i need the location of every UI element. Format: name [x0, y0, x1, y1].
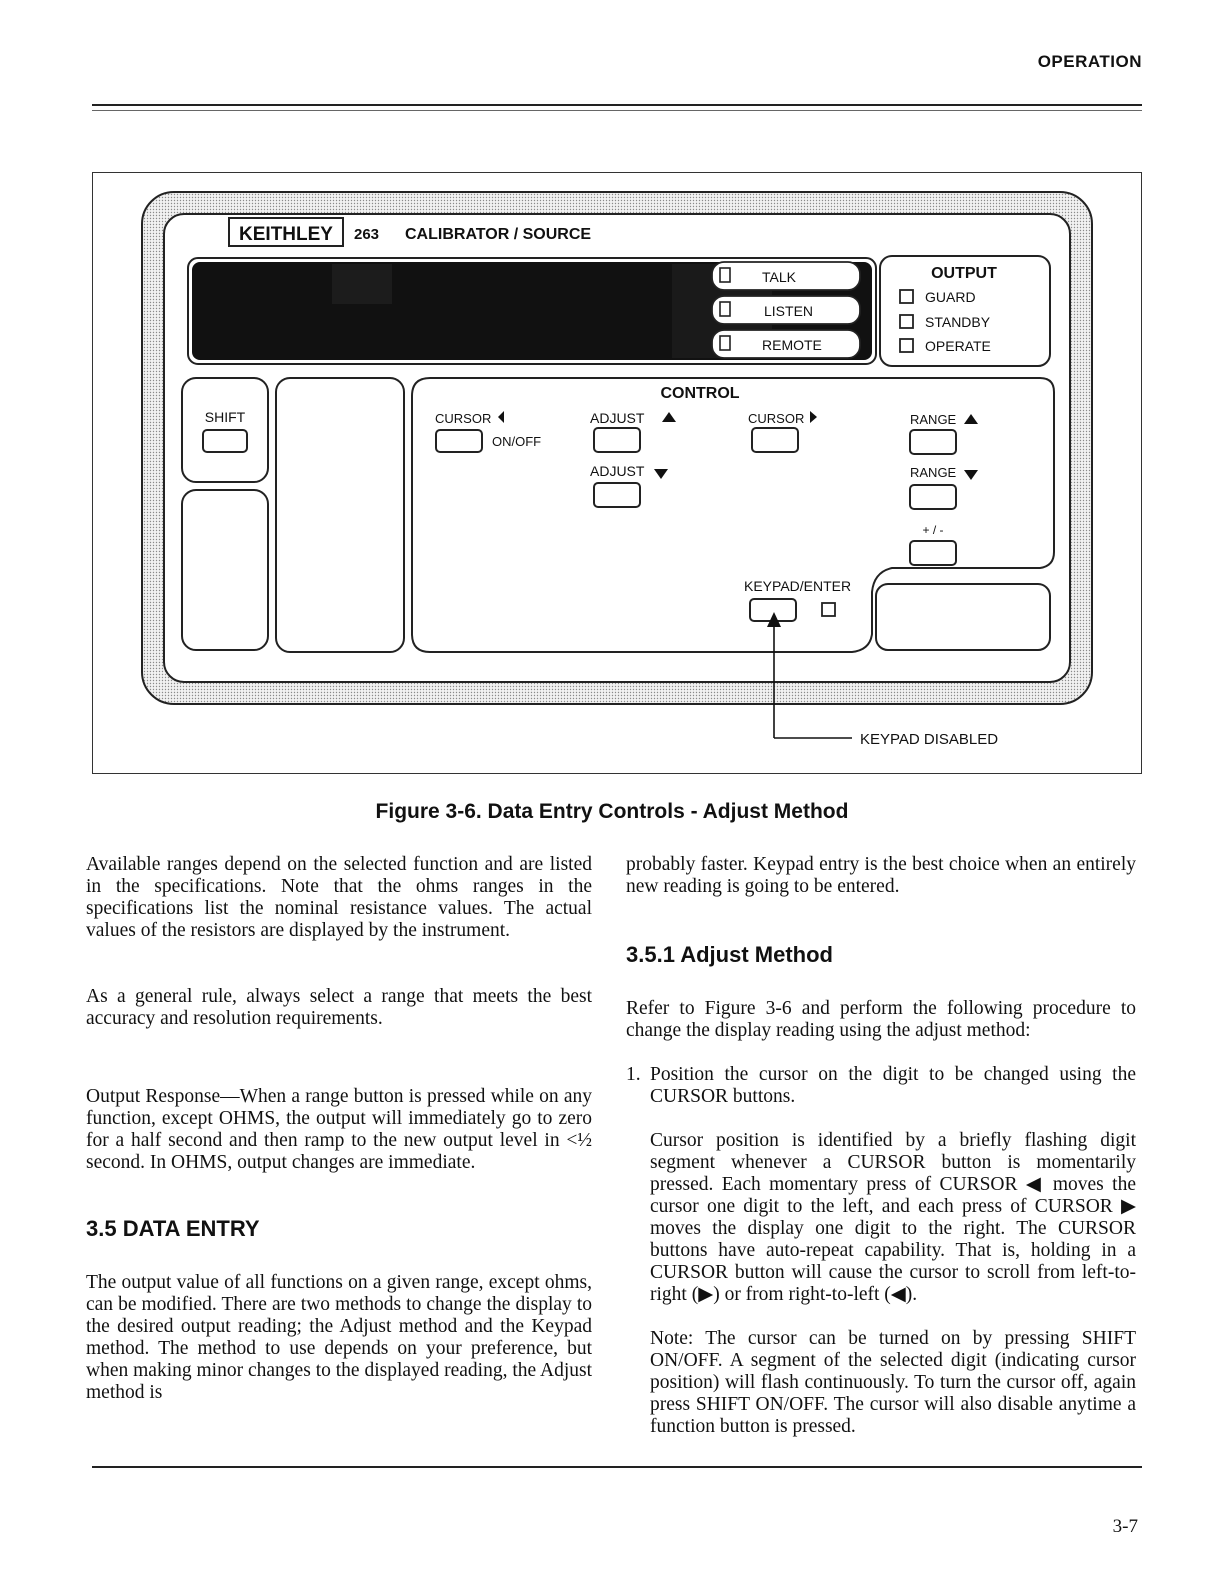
figure-caption: Figure 3-6. Data Entry Controls - Adjust Method	[375, 800, 849, 823]
guard-label: GUARD	[925, 289, 976, 305]
range-up-button	[910, 430, 956, 454]
talk-label: TALK	[762, 269, 796, 285]
step-1-text: Position the cursor on the digit to be changed using the CURSOR buttons.	[650, 1064, 1136, 1107]
operate-label: OPERATE	[925, 338, 991, 354]
guard-led	[900, 290, 913, 303]
heading-data-entry: 3.5 DATA ENTRY	[86, 1216, 260, 1241]
output-title: OUTPUT	[931, 265, 997, 282]
control-title: CONTROL	[660, 385, 740, 402]
plus-minus-label: + / -	[922, 523, 944, 537]
paragraph-data-entry: The output value of all functions on a given range, except ohms, can be modified. There are two methods to change the display to the desired output reading; the Adjust method and the Keypad method. The method to use depends on your preference, but when making minor changes to the displayed reading, the Adjust method is	[86, 1272, 592, 1403]
section-header: OPERATION	[1037, 52, 1142, 71]
instrument-title: CALIBRATOR / SOURCE	[405, 226, 592, 243]
listen-label: LISTEN	[764, 303, 814, 319]
brand-logo: KEITHLEY	[239, 224, 333, 245]
cursor-right-label: CURSOR	[748, 411, 805, 426]
adjust-down-button	[594, 483, 640, 507]
function-group-blank	[182, 490, 268, 650]
adjust-up-label: ADJUST	[590, 410, 645, 426]
paragraph-output-response: Output Response—When a range button is pressed while on any function, except OHMS, the output will immediately go to zero for a half second and then ramp to the new output level in <½ second. In OHMS, output changes are immediate.	[86, 1086, 592, 1173]
step-1	[626, 1064, 1136, 1108]
adjust-up-button	[594, 428, 640, 452]
right-column	[626, 854, 1136, 1438]
callout-label: KEYPAD DISABLED	[860, 731, 999, 748]
on-off-label: ON/OFF	[492, 434, 542, 449]
range-down-button	[910, 485, 956, 509]
paragraph-keypad-entry: probably faster. Keypad entry is the best choice when an entirely new reading is going to be entered.	[626, 854, 1136, 897]
page-number: 3-7	[1112, 1516, 1138, 1537]
paragraph-ranges: Available ranges depend on the selected function and are listed in the specifications. Note that the ohms ranges in the specifications list the nominal resistance values. The actual values of the resistors are displayed by the instrument.	[86, 854, 592, 941]
front-panel-diagram	[92, 172, 1142, 774]
shift-label: SHIFT	[204, 409, 246, 425]
paragraph-general-rule: As a general rule, always select a range that meets the best accuracy and resolution requirements.	[86, 986, 592, 1029]
remote-indicator	[712, 330, 860, 358]
step-1-number: 1.	[626, 1064, 641, 1085]
shift-button	[203, 430, 247, 452]
standby-led	[900, 315, 913, 328]
remote-label: REMOTE	[762, 337, 822, 353]
cursor-left-button	[436, 430, 482, 452]
keypad-enter-label: KEYPAD/ENTER	[744, 578, 852, 594]
paragraph-note: Note: The cursor can be turned on by pressing SHIFT ON/OFF. A segment of the selected digit (indicating cursor position) will flash continuously. To turn the cursor off, again press SHIFT ON/OFF. The cursor will also disable anytime a function button is pressed.	[650, 1328, 1136, 1437]
standby-label: STANDBY	[925, 314, 991, 330]
paragraph-refer-figure: Refer to Figure 3-6 and perform the following procedure to change the display reading using the adjust method:	[626, 998, 1136, 1041]
header-rule	[92, 104, 1142, 106]
range-down-label: RANGE	[910, 465, 957, 480]
paragraph-cursor-position: Cursor position is identified by a briefly flashing digit segment whenever a CURSOR button is momentarily pressed. Each momentary press of CURSOR ◀ moves the cursor one digit to the left, and each press of CURSOR ▶ moves the display one digit to the right. The CURSOR buttons have auto-repeat capability. That is, holding in a CURSOR button will cause the cursor to scroll from left-to-right (▶) or from right-to-left (◀).	[650, 1130, 1136, 1305]
model-number: 263	[354, 226, 380, 243]
cursor-left-label: CURSOR	[435, 411, 492, 426]
range-up-label: RANGE	[910, 412, 957, 427]
operate-led	[900, 339, 913, 352]
listen-indicator	[712, 296, 860, 324]
heading-adjust-method: 3.5.1 Adjust Method	[626, 942, 833, 967]
left-column	[86, 854, 592, 1404]
range-group-blank	[276, 378, 404, 652]
talk-indicator	[712, 262, 860, 290]
keypad-disabled-led	[822, 603, 835, 616]
plus-minus-button	[910, 541, 956, 565]
cursor-right-button	[752, 428, 798, 452]
adjust-down-label: ADJUST	[590, 463, 645, 479]
footer-rule	[92, 1466, 1142, 1468]
aux-blank-box	[876, 584, 1050, 650]
header-rule-thin	[92, 110, 1142, 111]
